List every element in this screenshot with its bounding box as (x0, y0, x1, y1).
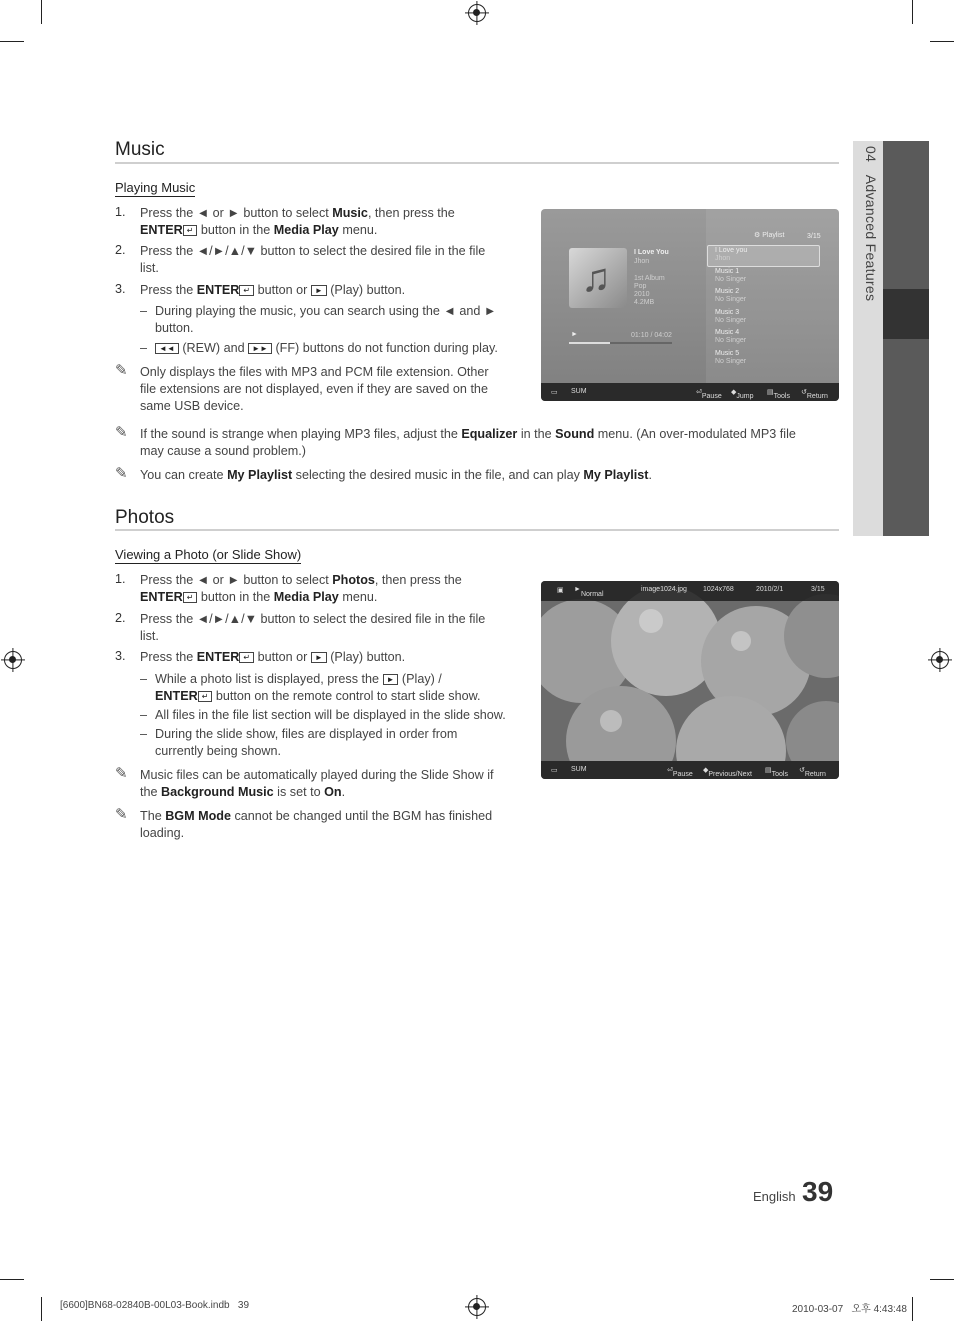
crop-mark (41, 0, 42, 24)
crop-mark (0, 1279, 24, 1280)
step-number: 3. (115, 282, 126, 296)
enter-key-icon: ↵ (239, 652, 254, 663)
note-pencil-icon: ✎ (115, 765, 128, 782)
device-name: SUM (571, 766, 587, 773)
song-title: I Love You (634, 249, 669, 256)
music-step-3: Press the ENTER ↵ button or ► (Play) button. (140, 283, 406, 297)
page-number: 39 (802, 1176, 834, 1207)
note-pencil-icon: ✎ (115, 806, 128, 823)
enter-key-icon: ↵ (183, 225, 198, 236)
music-note-3: You can create My Playlist selecting the desired music in the file, and can play My Playlist. (140, 468, 652, 482)
crop-mark (912, 1297, 913, 1321)
device-name: SUM (571, 388, 587, 395)
dash: – (140, 304, 148, 318)
enter-key-icon: ↵ (239, 285, 254, 296)
step-number: 1. (115, 572, 126, 586)
playlist-item-artist: No Singer (715, 316, 747, 324)
photos-step-2: Press the ◄/►/▲/▼ button to select the desired file in the file list. (140, 612, 486, 643)
playlist-item-artist: No Singer (715, 357, 747, 365)
chapter-tab-indicator (883, 141, 929, 536)
photos-dash-2: All files in the file list section will be displayed in the slide show. (155, 708, 506, 722)
music-note-1: Only displays the files with MP3 and PCM file extension. Other file extensions are not displayed, even if they are saved on the same USB device. (140, 365, 489, 413)
print-file-info: [6600]BN68-02840B-00L03-Book.indb 39 (60, 1300, 250, 1311)
playlist-item-artist: No Singer (715, 275, 747, 283)
playlist-item-artist: No Singer (715, 296, 747, 303)
music-step-2: Press the ◄/►/▲/▼ button to select the desired file in the file list. (140, 244, 486, 275)
photos-note-2: The BGM Mode cannot be changed until the BGM has finished loading. (140, 809, 493, 840)
music-dash-1: During playing the music, you can search using the ◄ and ► button. (155, 304, 497, 335)
song-genre: Pop (634, 283, 647, 290)
registration-mark-icon (468, 1298, 486, 1316)
pause-hint: ⏎ Pause (696, 389, 722, 400)
enter-key-icon: ↵ (198, 691, 213, 702)
photo-screen-statusbar (541, 761, 839, 779)
crop-mark (0, 41, 24, 42)
usb-icon: ▭ (551, 767, 558, 774)
playlist-item-title[interactable]: Music 3 (715, 308, 740, 316)
playlist-item-title[interactable]: Music 4 (715, 329, 740, 336)
photo-screen-topbar (541, 581, 839, 601)
playlist-item-artist: No Singer (715, 337, 747, 344)
play-key-icon: ► (311, 285, 327, 296)
music-player-screenshot (541, 209, 839, 401)
crop-mark (41, 1297, 42, 1321)
divider (115, 529, 839, 531)
photo-icon: ▣ (557, 587, 564, 594)
photos-step-1: Press the ◄ or ► button to select Photos, then press the ENTER ↵ button in the Media Play menu. (140, 573, 462, 604)
jump-hint: ◆ Jump (731, 389, 754, 400)
divider (115, 162, 839, 164)
dash: – (140, 727, 148, 741)
music-screen-statusbar (541, 383, 839, 401)
registration-mark-icon (468, 4, 486, 22)
step-number: 1. (115, 205, 126, 219)
prevnext-hint: ◆ Previous/Next (703, 767, 752, 778)
progress-bar (569, 342, 672, 344)
subheading-playing-music: Playing Music (115, 180, 196, 195)
album-art (569, 248, 627, 308)
photos-step-3: Press the ENTER ↵ button or ► (Play) button. (140, 650, 406, 664)
song-album: 1st Album (634, 275, 665, 282)
subheading-viewing-photo: Viewing a Photo (or Slide Show) (115, 547, 302, 562)
return-hint: ↺ Return (801, 389, 828, 400)
photo-viewer-screenshot (541, 581, 839, 779)
step-number: 2. (115, 611, 126, 625)
note-pencil-icon: ✎ (115, 465, 128, 482)
footer-language: English (753, 1189, 796, 1204)
music-step-1: Press the ◄ or ► button to select Music, then press the ENTER ↵ button in the Media Play menu. (140, 206, 455, 237)
playlist-item-title[interactable]: Music 2 (715, 288, 740, 295)
ff-key-icon: ►► (248, 343, 272, 354)
registration-mark-icon (931, 651, 949, 669)
photo-mode: ► Normal (574, 586, 604, 598)
tools-hint: ▤ Tools (765, 767, 788, 778)
registration-mark-icon (4, 651, 22, 669)
photo-count: 3/15 (811, 586, 825, 593)
step-number: 2. (115, 243, 126, 257)
photos-note-1: Music files can be automatically played during the Slide Show if the Background Music is set to On. (140, 768, 494, 799)
chapter-tab-label: 04 Advanced Features (863, 146, 879, 302)
usb-icon: ▭ (551, 389, 558, 396)
tools-hint: ▤ Tools (767, 389, 790, 400)
return-hint: ↺ Return (799, 767, 826, 778)
song-artist: Jhon (634, 258, 650, 265)
music-dash-2: ◄◄ (REW) and ►► (FF) buttons do not function during play. (155, 340, 515, 357)
song-year: 2010 (634, 291, 650, 298)
play-key-icon: ► (383, 674, 399, 685)
photo-filename: image1024.jpg (641, 586, 687, 593)
photo-date: 2010/2/1 (756, 586, 784, 593)
enter-key-icon: ↵ (183, 592, 198, 603)
song-time: 01:10 / 04:02 (631, 332, 672, 339)
crop-mark (912, 0, 913, 24)
photos-dash-1: While a photo list is displayed, press the ► (Play) / ENTER ↵ button on the remote control to start slide show. (155, 672, 481, 703)
rew-key-icon: ◄◄ (155, 343, 179, 354)
crop-mark (930, 1279, 954, 1280)
pause-hint: ⏎ Pause (667, 767, 693, 778)
photo-resolution: 1024x768 (703, 586, 734, 593)
section-heading-photos: Photos (115, 507, 175, 528)
dash: – (140, 341, 148, 355)
play-indicator-icon: ► (571, 331, 578, 338)
dash: – (140, 708, 148, 722)
note-pencil-icon: ✎ (115, 362, 128, 379)
song-size: 4.2MB (634, 299, 655, 306)
apples-photo (541, 581, 839, 779)
playlist-item-title[interactable]: Music 5 (715, 349, 740, 357)
playlist-count: 3/15 (807, 233, 821, 240)
music-note-icon: ♫ (581, 256, 611, 300)
music-note-2: If the sound is strange when playing MP3 files, adjust the Equalizer in the Sound menu. (An over-modulated MP3 file may cause a sound problem.) (140, 427, 796, 458)
section-heading-music: Music (115, 139, 165, 160)
playlist-item-title[interactable]: Music 1 (715, 267, 740, 275)
note-pencil-icon: ✎ (115, 424, 128, 441)
photos-dash-3: During the slide show, files are displayed in order from currently being shown. (155, 727, 458, 758)
playlist-item-title[interactable]: I Love you (715, 247, 748, 254)
play-key-icon: ► (311, 652, 327, 663)
playlist-label: ⚙ Playlist (754, 232, 785, 239)
dash: – (140, 672, 148, 686)
print-timestamp: 2010-03-07 오후 4:43:48 (792, 1304, 907, 1315)
crop-mark (930, 41, 954, 42)
step-number: 3. (115, 649, 126, 663)
playlist-item-artist: Jhon (715, 255, 731, 262)
